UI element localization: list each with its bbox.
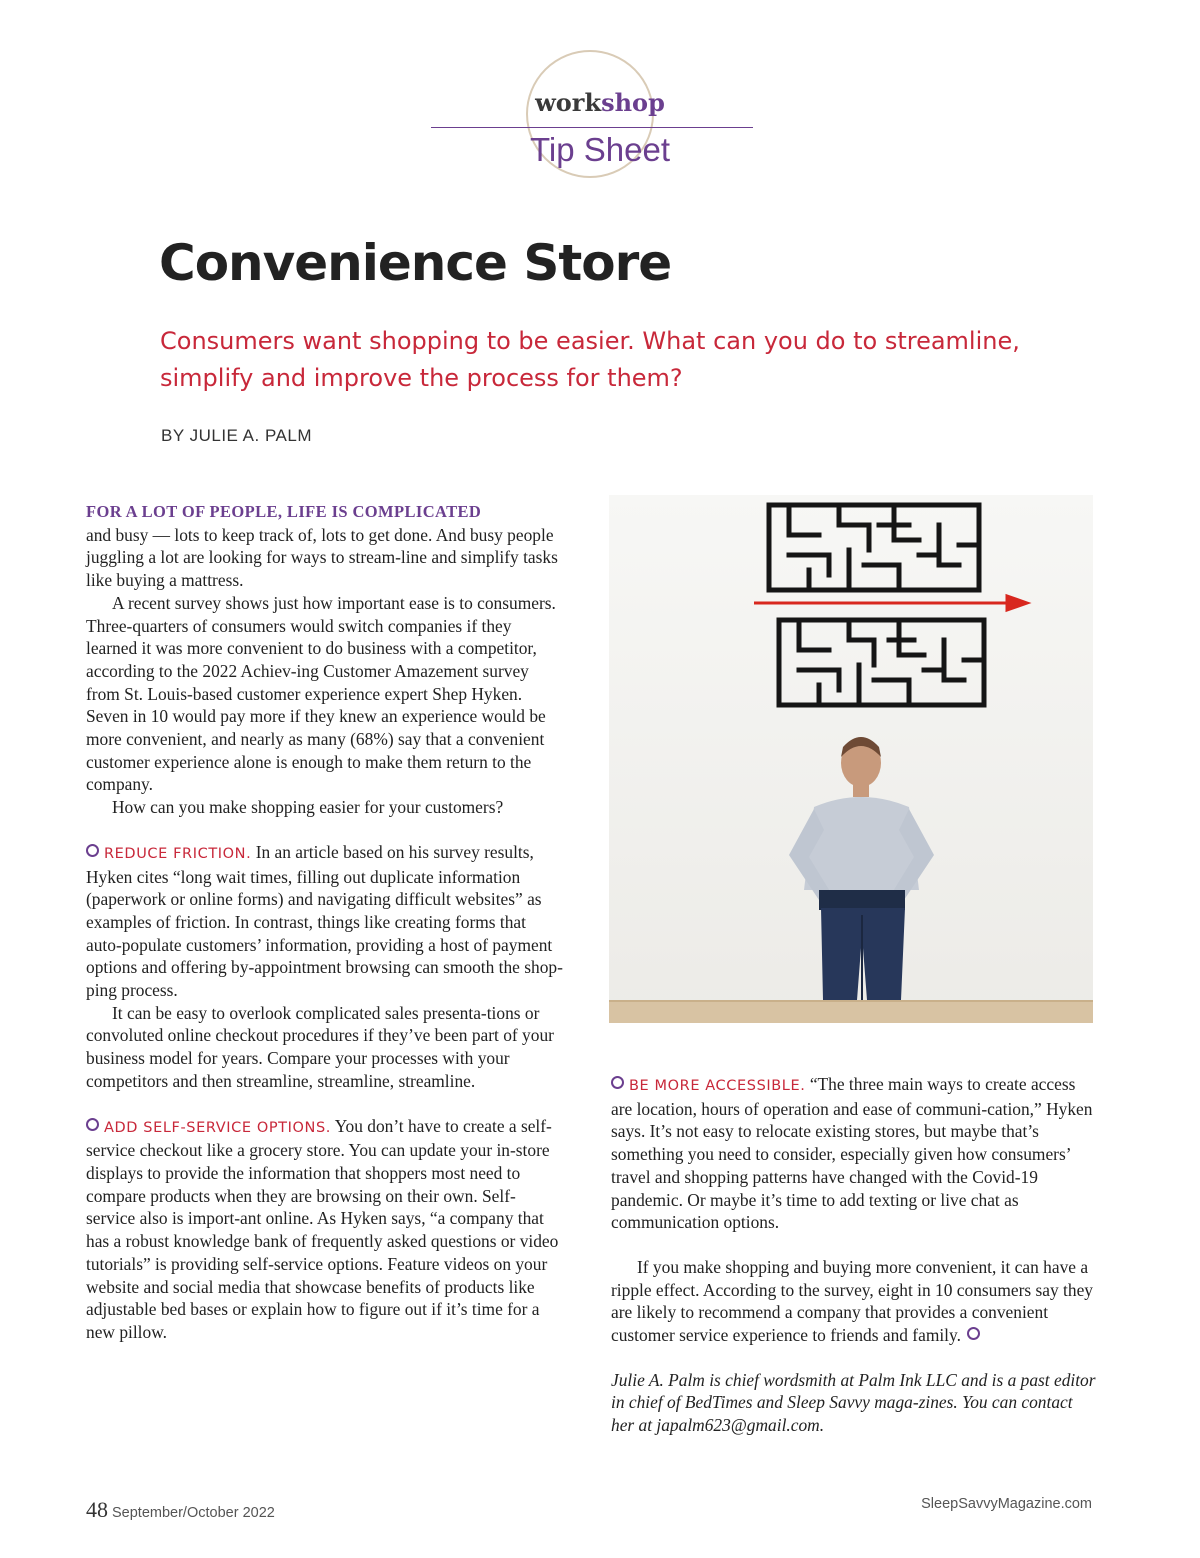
self-service-paragraph [86,1115,564,1344]
page-footer [86,1497,275,1523]
bullet-ring-icon [86,844,99,857]
bullet-ring-icon [611,1076,624,1089]
section-title: Tip Sheet [529,131,671,168]
right-column [611,1073,1096,1437]
intro-leadin: FOR A LOT OF PEOPLE, LIFE IS COMPLICATED [86,502,482,521]
page-number: 48 [86,1497,108,1522]
friction-paragraph-1 [86,841,564,1002]
accessible-paragraph-2 [611,1256,1096,1347]
accessible-paragraph-1 [611,1073,1096,1234]
kicker-shop: shop [601,88,665,117]
intro-paragraph-2: A recent survey shows just how important ease is to consumers. Three-quarters of consumers would switch companies if they learned it was more convenient to do business with a competitor, according to the 2022 Achiev-ing Customer Amazement survey from St. Louis-based customer experience expert Shep Hyken. Seven in 10 would pay more if they knew an experience would be more convenient, and nearly as many (68%) say that a convenient customer experience alone is enough to make them return to the company. [86,592,556,795]
section-kicker [430,88,770,117]
maze-photo [609,495,1093,1023]
article-title: Convenience Store [159,234,672,292]
accessible-heading: BE MORE ACCESSIBLE. [629,1078,806,1094]
intro-text-1: and busy — lots to keep track of, lots to get done. And busy people juggling a lot are looking for ways to stream-line and simplify tasks like buying a mattress. [86,524,558,591]
dek-line-1: Consumers want shopping to be easier. What can you do to streamline, [160,327,1020,355]
friction-paragraph-2: It can be easy to overlook complicated sales presenta-tions or convoluted online checkout procedures if they’ve been part of your business model for years. Compare your processes with your competitors and then streamline, streamline, streamline. [86,1002,554,1091]
header-rule [431,127,753,128]
bullet-ring-icon [86,1118,99,1131]
dek-line-2: simplify and improve the process for them? [160,364,683,392]
self-service-heading: ADD SELF-SERVICE OPTIONS. [104,1119,331,1136]
friction-heading: REDUCE FRICTION. [104,845,252,862]
intro-paragraph-3: How can you make shopping easier for your customers? [112,797,504,818]
self-service-text: You don’t have to create a self-service checkout like a grocery store. You can update your in-store displays to provide the information that shoppers most need to compare products when they are browsing on their own. Self-service also is import-ant online. As Hyken says, “a company that has a robust knowledge bank of frequently asked questions or video tutorials” is providing self-service options. Feature videos on your website and social media that showcase benefits of products like adjustable bed bases or explain how to figure out if it’s time for a new pillow. [86,1115,559,1342]
article-dek [160,323,1060,397]
magazine-website: SleepSavvyMagazine.com [921,1496,1092,1512]
left-column [86,500,564,1344]
friction-text-1: In an article based on his survey results, Hyken cites “long wait times, filling out duplicate information (paperwork or online forms) and navigating difficult websites” as examples of friction. In contrast, things like creating forms that auto-populate customers’ information, providing a host of payment options and offering by-appointment browsing can smooth the shop-ping process. [86,841,563,1001]
accessible-text-2: If you make shopping and buying more convenient, it can have a ripple effect. According to the survey, eight in 10 consumers say they are likely to recommend a company that provides a convenient customer service experience to friends and family. [611,1256,1093,1346]
kicker-work: work [535,88,602,117]
accessible-text-1: “The three main ways to create access are location, hours of operation and ease of communi-cation,” Hyken says. It’s not easy to relocate existing stores, but maybe that’s something you need to consider, especially given how consumers’ travel and shopping patterns have changed with the Covid-19 pandemic. Or maybe it’s time to add texting or live chat as communication options. [611,1074,1093,1233]
end-mark-icon [967,1327,980,1340]
issue-date: September/October 2022 [112,1505,275,1521]
byline: BY JULIE A. PALM [161,426,312,445]
author-bio: Julie A. Palm is chief wordsmith at Palm Ink LLC and is a past editor in chief of BedTimes and Sleep Savvy maga-zines. You can contact her at japalm623@gmail.com. [611,1369,1096,1436]
intro-paragraph-1 [86,500,564,592]
